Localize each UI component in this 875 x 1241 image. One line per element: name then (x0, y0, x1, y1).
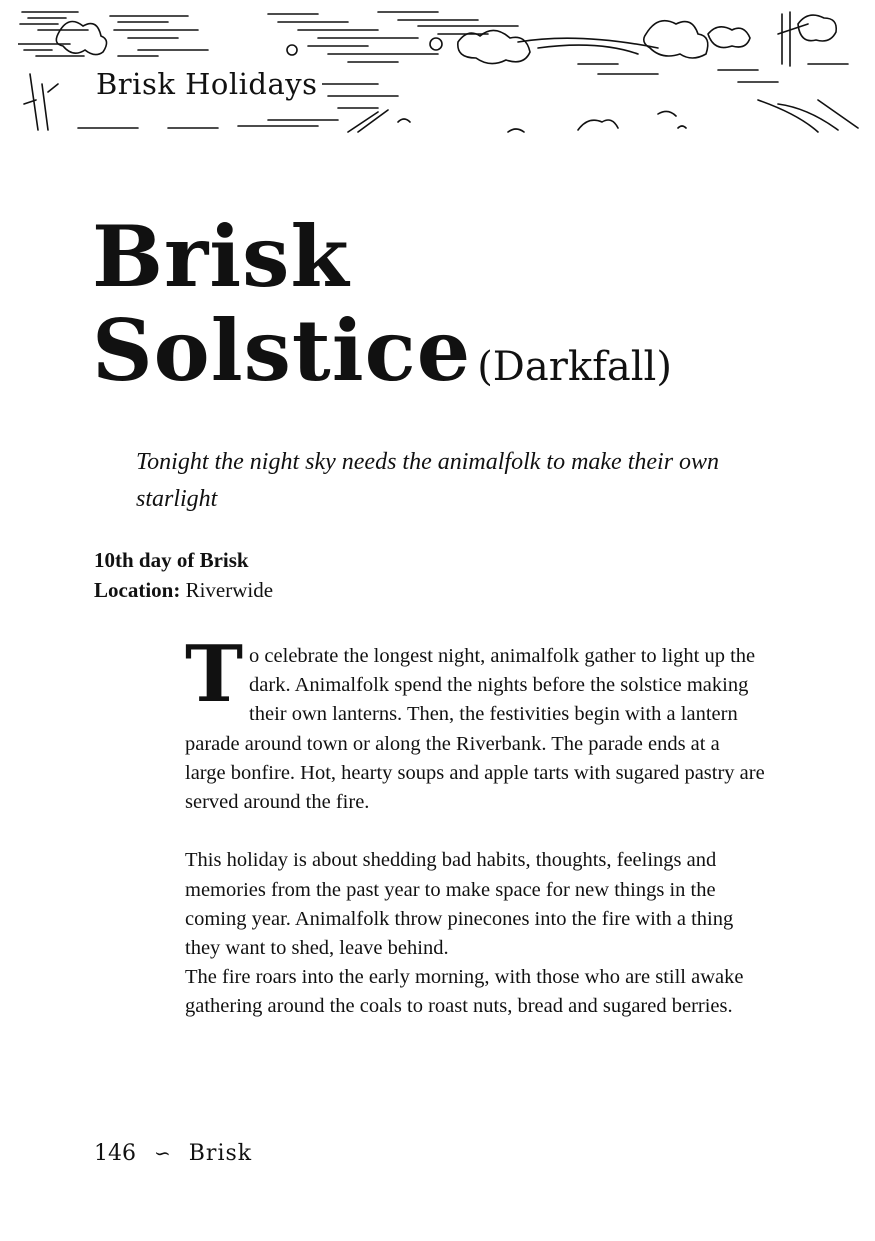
running-header-title: Brisk Holidays (94, 66, 322, 102)
paragraph-1-text: o celebrate the longest night, animalfolk gather to light up the dark. Animalfolk spend the nights before the solstice making their own lanterns. Then, the festivities begin with a lantern parade around town or along the Riverbank. The parade ends at a large bonfire. Hot, hearty soups and apple tarts with sugared pastry are served around the fire. (185, 645, 765, 814)
holiday-meta (94, 545, 273, 605)
paragraph-1 (185, 629, 765, 817)
drop-cap: T (185, 629, 244, 720)
paragraph-3: The fire roars into the early morning, with those who are still awake gathering around the coals to roast nuts, bread and sugared berries. (185, 966, 744, 1018)
body-text (185, 629, 765, 1051)
holiday-date: 10th day of Brisk (94, 548, 249, 572)
title-alternate-name: (Darkfall) (477, 344, 672, 390)
location-label: Location: (94, 578, 181, 602)
title-line-2-text: Solstice (92, 301, 472, 400)
page-number: 146 (94, 1141, 136, 1166)
page-title (92, 207, 672, 414)
title-line-1: Brisk (92, 207, 350, 306)
page-footer (94, 1138, 252, 1169)
location-value: Riverwide (185, 578, 274, 602)
epigraph: Tonight the night sky needs the animalfolk to make their own starlight (136, 449, 720, 512)
footer-ornament-icon: ∽ (154, 1141, 171, 1165)
title-line-2 (92, 301, 672, 414)
footer-chapter-name: Brisk (188, 1141, 253, 1166)
paragraph-2: This holiday is about shedding bad habits, thoughts, feelings and memories from the past year to make space for new things in the coming year. Animalfolk throw pinecones into the fire with a thing they want to shed, leave behind. (185, 849, 734, 960)
